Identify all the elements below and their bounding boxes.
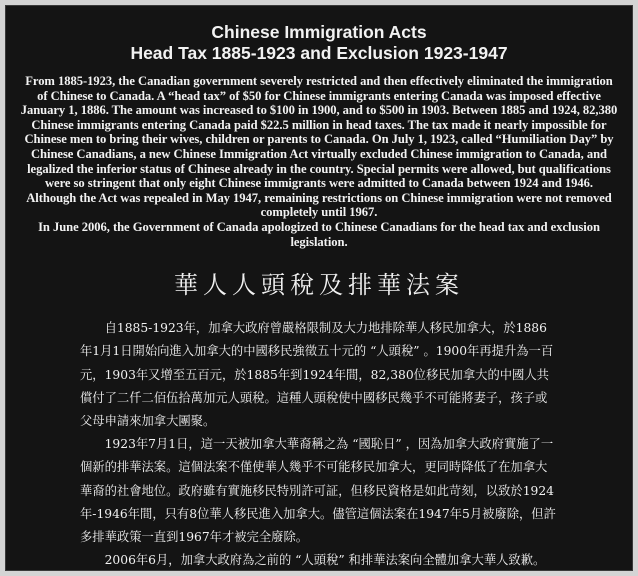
title-line-2: Head Tax 1885-1923 and Exclusion 1923-1947 — [130, 43, 508, 63]
title-line-1: Chinese Immigration Acts — [211, 22, 427, 42]
chinese-paragraph-1: 自1885-1923年，加拿大政府曾嚴格限制及大力地排除華人移民加拿大，於1886年1月1日開始向進入加拿大的中國移民強徵五十元的 “人頭稅” 。1900年再提升為一百元，1903年又增至五百元，於1885年到1924年間，82,380位移民加拿大的中國人共償付了二仟二佰伍拾萬加元人頭稅。這種人頭稅使中國移民幾乎不可能將妻子，孩子或父母申請來加拿大團聚。 — [80, 321, 554, 428]
english-paragraph-1: From 1885-1923, the Canadian government severely restricted and then effectively eliminated the immigration of Chinese to Canada. A “head tax” of $50 for Chinese immigrants entering Canada was imposed effective January 1, 1886. The amount was increased to $100 in 1900, and to $500 in 1903. Between 1885 and 1924, 82,380 Chinese immigrants entering Canada paid $22.5 million in head taxes. The tax made it nearly impossible for Chinese men to bring their wives, children or parents to Canada. On July 1, 1923, called “Humiliation Day” by Chinese Canadians, a new Chinese Immigration Act virtually excluded Chinese immigration to Canada, and legalized the inferior status of Chinese already in the country. Special permits were allowed, but qualifications were so stringent that only eight Chinese immigrants were admitted to Canada between 1924 and 1946. Although the Act was repealed in May 1947, remaining restrictions on Chinese immigration were not removed completely until 1967. — [20, 74, 618, 220]
plaque-title — [20, 22, 618, 64]
chinese-title: 華人人頭稅及排華法案 — [174, 271, 464, 300]
chinese-text — [80, 317, 558, 572]
chinese-paragraph-3: 2006年6月，加拿大政府為之前的 “人頭稅” 和排華法案向全體加拿大華人致歉。 — [104, 553, 546, 568]
english-text — [20, 74, 618, 249]
plaque-panel — [5, 5, 633, 571]
english-paragraph-2: In June 2006, the Government of Canada apologized to Chinese Canadians for the head tax and exclusion legislation. — [38, 219, 600, 249]
chinese-paragraph-2: 1923年7月1日，這一天被加拿大華裔稱之為 “國恥日” ，因為加拿大政府實施了一個新的排華法案。這個法案不僅使華人幾乎不可能移民加拿大，更同時降低了在加拿大華裔的社會地位。政府雖有實施移民特別許可証，但移民資格是如此苛刻，以致於1924年-1946年間，只有8位華人移民進入加拿大。儘管這個法案在1947年5月被廢除，但許多排華政策一直到1967年才被完全廢除。 — [80, 437, 556, 544]
